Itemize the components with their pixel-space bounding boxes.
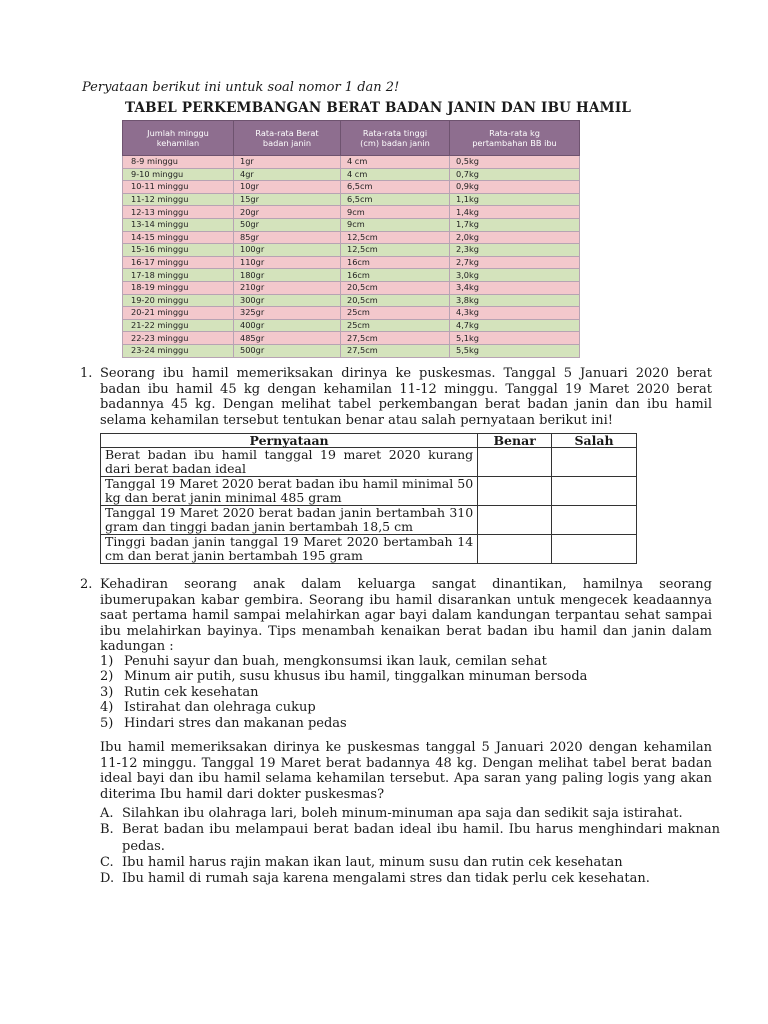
table-cell: 20-21 minggu [123,307,234,320]
table-cell: 21-22 minggu [123,319,234,332]
statement-row [101,448,637,477]
true-cell[interactable] [478,506,552,535]
table-row [123,231,580,244]
true-cell[interactable] [478,448,552,477]
statement-row [101,535,637,564]
table-cell: 15-16 minggu [123,244,234,257]
q1-text: Seorang ibu hamil memeriksakan dirinya ke puskesmas. Tanggal 5 Januari 2020 berat badan ibu hamil 45 kg dengan kehamilan 11-12 minggu. Tanggal 19 Maret 2020 berat badannya 45 kg. Dengan melihat tabel perkembangan berat badan janin dan ibu hamil selama kehamilan tersebut tentukan benar atau salah pernyataan berikut ini! [100,366,712,428]
statement-row [101,506,637,535]
table-cell: 110gr [234,256,341,269]
table-cell: 11-12 minggu [123,193,234,206]
false-cell[interactable] [552,448,637,477]
true-cell[interactable] [478,535,552,564]
table-cell: 3,0kg [450,269,580,282]
table-cell: 400gr [234,319,341,332]
options-list [100,806,720,887]
false-cell[interactable] [552,535,637,564]
table-cell: 5,1kg [450,332,580,345]
table-cell: 1,7kg [450,218,580,231]
table-cell: 1gr [234,156,341,169]
table-row [123,168,580,181]
statement-text: Tinggi badan janin tanggal 19 Maret 2020 bertambah 14 cm dan berat janin bertambah 195 gram [101,535,478,564]
table-cell: 15gr [234,193,341,206]
table-row [123,218,580,231]
header-true: Benar [478,434,552,448]
table-cell: 2,3kg [450,244,580,257]
q1-number: 1. [80,366,93,381]
table-cell: 9cm [341,206,450,219]
table-cell: 2,0kg [450,231,580,244]
table-cell: 25cm [341,319,450,332]
option-c[interactable]: C. Ibu hamil harus rajin makan ikan laut, minum susu dan rutin cek kesehatan [100,854,623,870]
table-cell: 4 cm [341,156,450,169]
statement-text: Tanggal 19 Maret 2020 berat badan ibu hamil minimal 50 kg dan berat janin minimal 485 gram [101,477,478,506]
false-cell[interactable] [552,506,637,535]
table-cell: 2,7kg [450,256,580,269]
header-statement: Pernyataan [101,434,478,448]
list-item: 3) Rutin cek kesehatan [100,684,259,700]
table-row [123,156,580,169]
option-b[interactable]: B. Berat badan ibu melampaui berat badan ideal ibu hamil. Ibu harus menghindari maknan pedas. [100,822,720,854]
table-cell: 485gr [234,332,341,345]
table-cell: 50gr [234,218,341,231]
q2-number: 2. [80,577,93,592]
list-item: 5) Hindari stres dan makanan pedas [100,715,347,731]
list-item: 1) Penuhi sayur dan buah, mengkonsumsi ikan lauk, cemilan sehat [100,654,547,669]
tips-list [100,654,587,731]
list-item: 2) Minum air putih, susu khusus ibu hamil, tinggalkan minuman bersoda [100,669,588,685]
statement-text: Berat badan ibu hamil tanggal 19 maret 2020 kurang dari berat badan ideal [101,448,478,477]
table-cell: 17-18 minggu [123,269,234,282]
table-cell: 14-15 minggu [123,231,234,244]
table-cell: 85gr [234,231,341,244]
table-cell: 0,5kg [450,156,580,169]
option-a[interactable]: A. Silahkan ibu olahraga lari, boleh minum-minuman apa saja dan sedikit saja istirahat. [100,806,683,821]
table-cell: 3,4kg [450,281,580,294]
table-cell: 27,5cm [341,332,450,345]
table-cell: 1,4kg [450,206,580,219]
table-row [123,319,580,332]
table-cell: 16cm [341,256,450,269]
table-cell: 12,5cm [341,244,450,257]
q2-question: Ibu hamil memeriksakan dirinya ke puskesmas tanggal 5 Januari 2020 dengan kehamilan 11-12 minggu. Tanggal 19 Maret berat badannya 48 kg. Dengan melihat tabel berat badan ideal bayi dan ibu hamil selama kehamilan tersebut. Apa saran yang paling logis yang akan diterima Ibu hamil dari dokter puskesmas? [100,740,712,802]
table-cell: 3,8kg [450,294,580,307]
table-cell: 25cm [341,307,450,320]
statement-row [101,477,637,506]
table-row [123,206,580,219]
header-weeks: Jumlah minggu kehamilan [123,121,234,156]
statement-text: Tanggal 19 Maret 2020 berat badan janin bertambah 310 gram dan tinggi badan janin bertambah 18,5 cm [101,506,478,535]
table-cell: 9-10 minggu [123,168,234,181]
table-row [123,294,580,307]
table-cell: 325gr [234,307,341,320]
table-cell: 16cm [341,269,450,282]
table-cell: 0,9kg [450,181,580,194]
table-cell: 20gr [234,206,341,219]
table-cell: 27,5cm [341,344,450,357]
table-cell: 210gr [234,281,341,294]
table-row [123,307,580,320]
table-row [123,281,580,294]
header-fetal-weight: Rata-rata Berat badan janin [234,121,341,156]
table-cell: 4,7kg [450,319,580,332]
table-cell: 500gr [234,344,341,357]
table-cell: 6,5cm [341,181,450,194]
table-row [123,244,580,257]
table-cell: 22-23 minggu [123,332,234,345]
statement-table [100,433,637,564]
table-cell: 5,5kg [450,344,580,357]
table-cell: 12-13 minggu [123,206,234,219]
option-d[interactable]: D. Ibu hamil di rumah saja karena mengalami stres dan tidak perlu cek kesehatan. [100,871,650,887]
table-cell: 1,1kg [450,193,580,206]
growth-table-header [123,121,580,156]
intro-text: Peryataan berikut ini untuk soal nomor 1 dan 2! [82,80,400,95]
table-cell: 10gr [234,181,341,194]
table-cell: 8-9 minggu [123,156,234,169]
table-cell: 4 cm [341,168,450,181]
table-cell: 300gr [234,294,341,307]
table-row [123,193,580,206]
true-cell[interactable] [478,477,552,506]
table-cell: 19-20 minggu [123,294,234,307]
table-cell: 100gr [234,244,341,257]
table-cell: 18-19 minggu [123,281,234,294]
table-row [123,344,580,357]
table-row [123,332,580,345]
table-cell: 4,3kg [450,307,580,320]
header-mother-gain: Rata-rata kg pertambahan BB ibu [450,121,580,156]
table-cell: 16-17 minggu [123,256,234,269]
table-row [123,269,580,282]
table-cell: 4gr [234,168,341,181]
table-cell: 0,7kg [450,168,580,181]
table-cell: 6,5cm [341,193,450,206]
header-fetal-height: Rata-rata tinggi (cm) badan janin [341,121,450,156]
table-title: TABEL PERKEMBANGAN BERAT BADAN JANIN DAN IBU HAMIL [125,100,632,116]
table-cell: 20,5cm [341,281,450,294]
q2-text: Kehadiran seorang anak dalam keluarga sangat dinantikan, hamilnya seorang ibumerupakan kabar gembira. Seorang ibu hamil disarankan untuk mengecek keadaannya saat pertama hamil sampai melahirkan agar bayi dalam kandungan terpantau sehat sampai ibu melahirkan bayinya. Tips menambah kenaikan berat badan ibu hamil dan janin dalam kadungan : [100,577,712,654]
table-row [123,181,580,194]
table-cell: 13-14 minggu [123,218,234,231]
table-cell: 20,5cm [341,294,450,307]
table-cell: 12,5cm [341,231,450,244]
table-row [123,256,580,269]
table-cell: 180gr [234,269,341,282]
table-cell: 23-24 minggu [123,344,234,357]
growth-table [122,120,580,358]
list-item: 4) Istirahat dan olehraga cukup [100,700,316,716]
table-cell: 9cm [341,218,450,231]
false-cell[interactable] [552,477,637,506]
table-cell: 10-11 minggu [123,181,234,194]
header-false: Salah [552,434,637,448]
